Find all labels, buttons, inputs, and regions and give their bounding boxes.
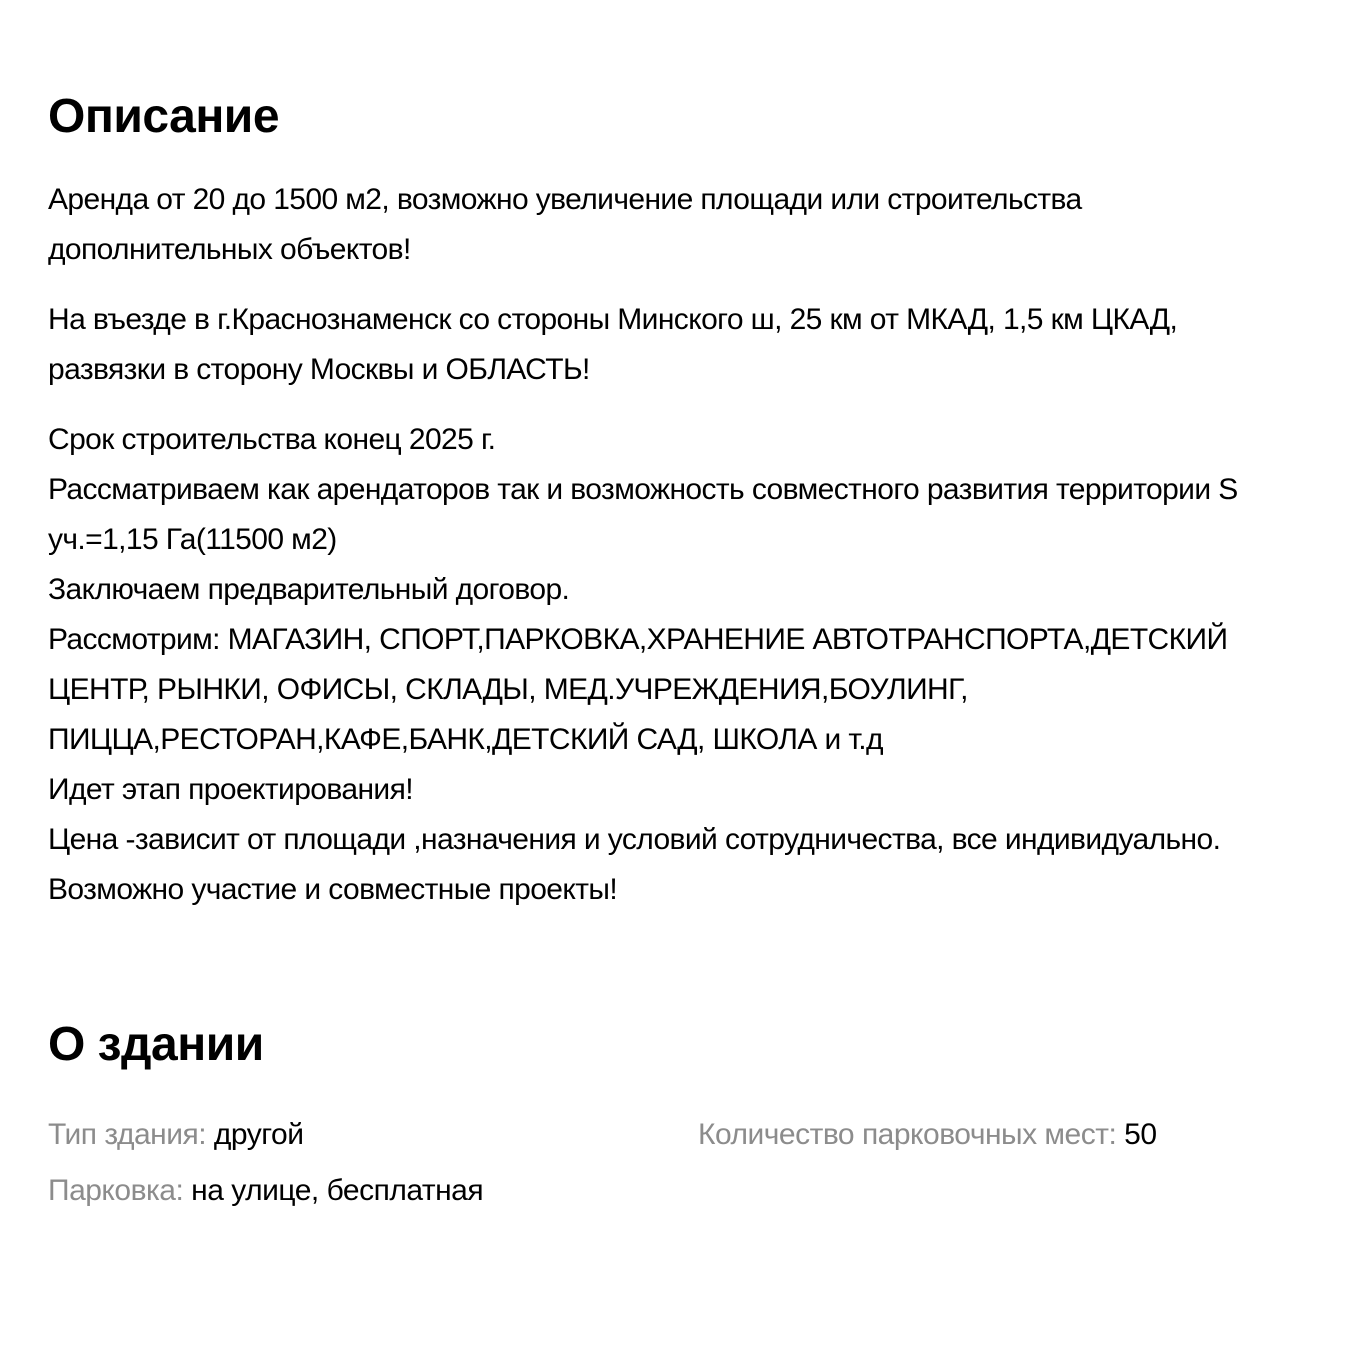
building-heading: О здании — [48, 1018, 264, 1071]
description-paragraph: На въезде в г.Краснознаменск со стороны Минского ш, 25 км от МКАД, 1,5 км ЦКАД, развязки в сторону Москвы и ОБЛАСТЬ! — [48, 303, 1178, 386]
description-line: Рассматриваем как арендаторов так и возможность совместного развития территории S уч.=1,15 Га(11500 м2) — [48, 473, 1238, 556]
building-properties — [48, 1107, 1307, 1227]
building-type-label: Тип здания: — [48, 1118, 207, 1151]
building-type-value: другой — [213, 1118, 304, 1151]
parking-count-property — [698, 1107, 1157, 1163]
description-line: Срок строительства конец 2025 г. — [48, 423, 496, 456]
building-type-property — [48, 1107, 303, 1163]
description-paragraph: Аренда от 20 до 1500 м2, возможно увеличение площади или строительства дополнительных объектов! — [48, 183, 1082, 266]
description-heading: Описание — [48, 90, 280, 143]
description-line: Заключаем предварительный договор. — [48, 573, 570, 606]
description-line: Рассмотрим: МАГАЗИН, СПОРТ,ПАРКОВКА,ХРАНЕНИЕ АВТОТРАНСПОРТА,ДЕТСКИЙ ЦЕНТР, РЫНКИ, ОФИСЫ, СКЛАДЫ, МЕД.УЧРЕЖДЕНИЯ,БОУЛИНГ, ПИЦЦА,РЕСТОРАН,КАФЕ,БАНК,ДЕТСКИЙ САД, ШКОЛА и т.д — [48, 623, 1228, 756]
description-body — [48, 175, 1278, 915]
parking-value: на улице, бесплатная — [191, 1174, 484, 1207]
parking-count-label: Количество парковочных мест: — [698, 1118, 1117, 1151]
parking-label: Парковка: — [48, 1174, 184, 1207]
description-line: Возможно участие и совместные проекты! — [48, 873, 618, 906]
parking-property — [48, 1163, 483, 1219]
description-line: Идет этап проектирования! — [48, 773, 413, 806]
parking-count-value: 50 — [1124, 1118, 1157, 1151]
description-line: Цена -зависит от площади ,назначения и условий сотрудничества, все индивидуально. — [48, 823, 1221, 856]
